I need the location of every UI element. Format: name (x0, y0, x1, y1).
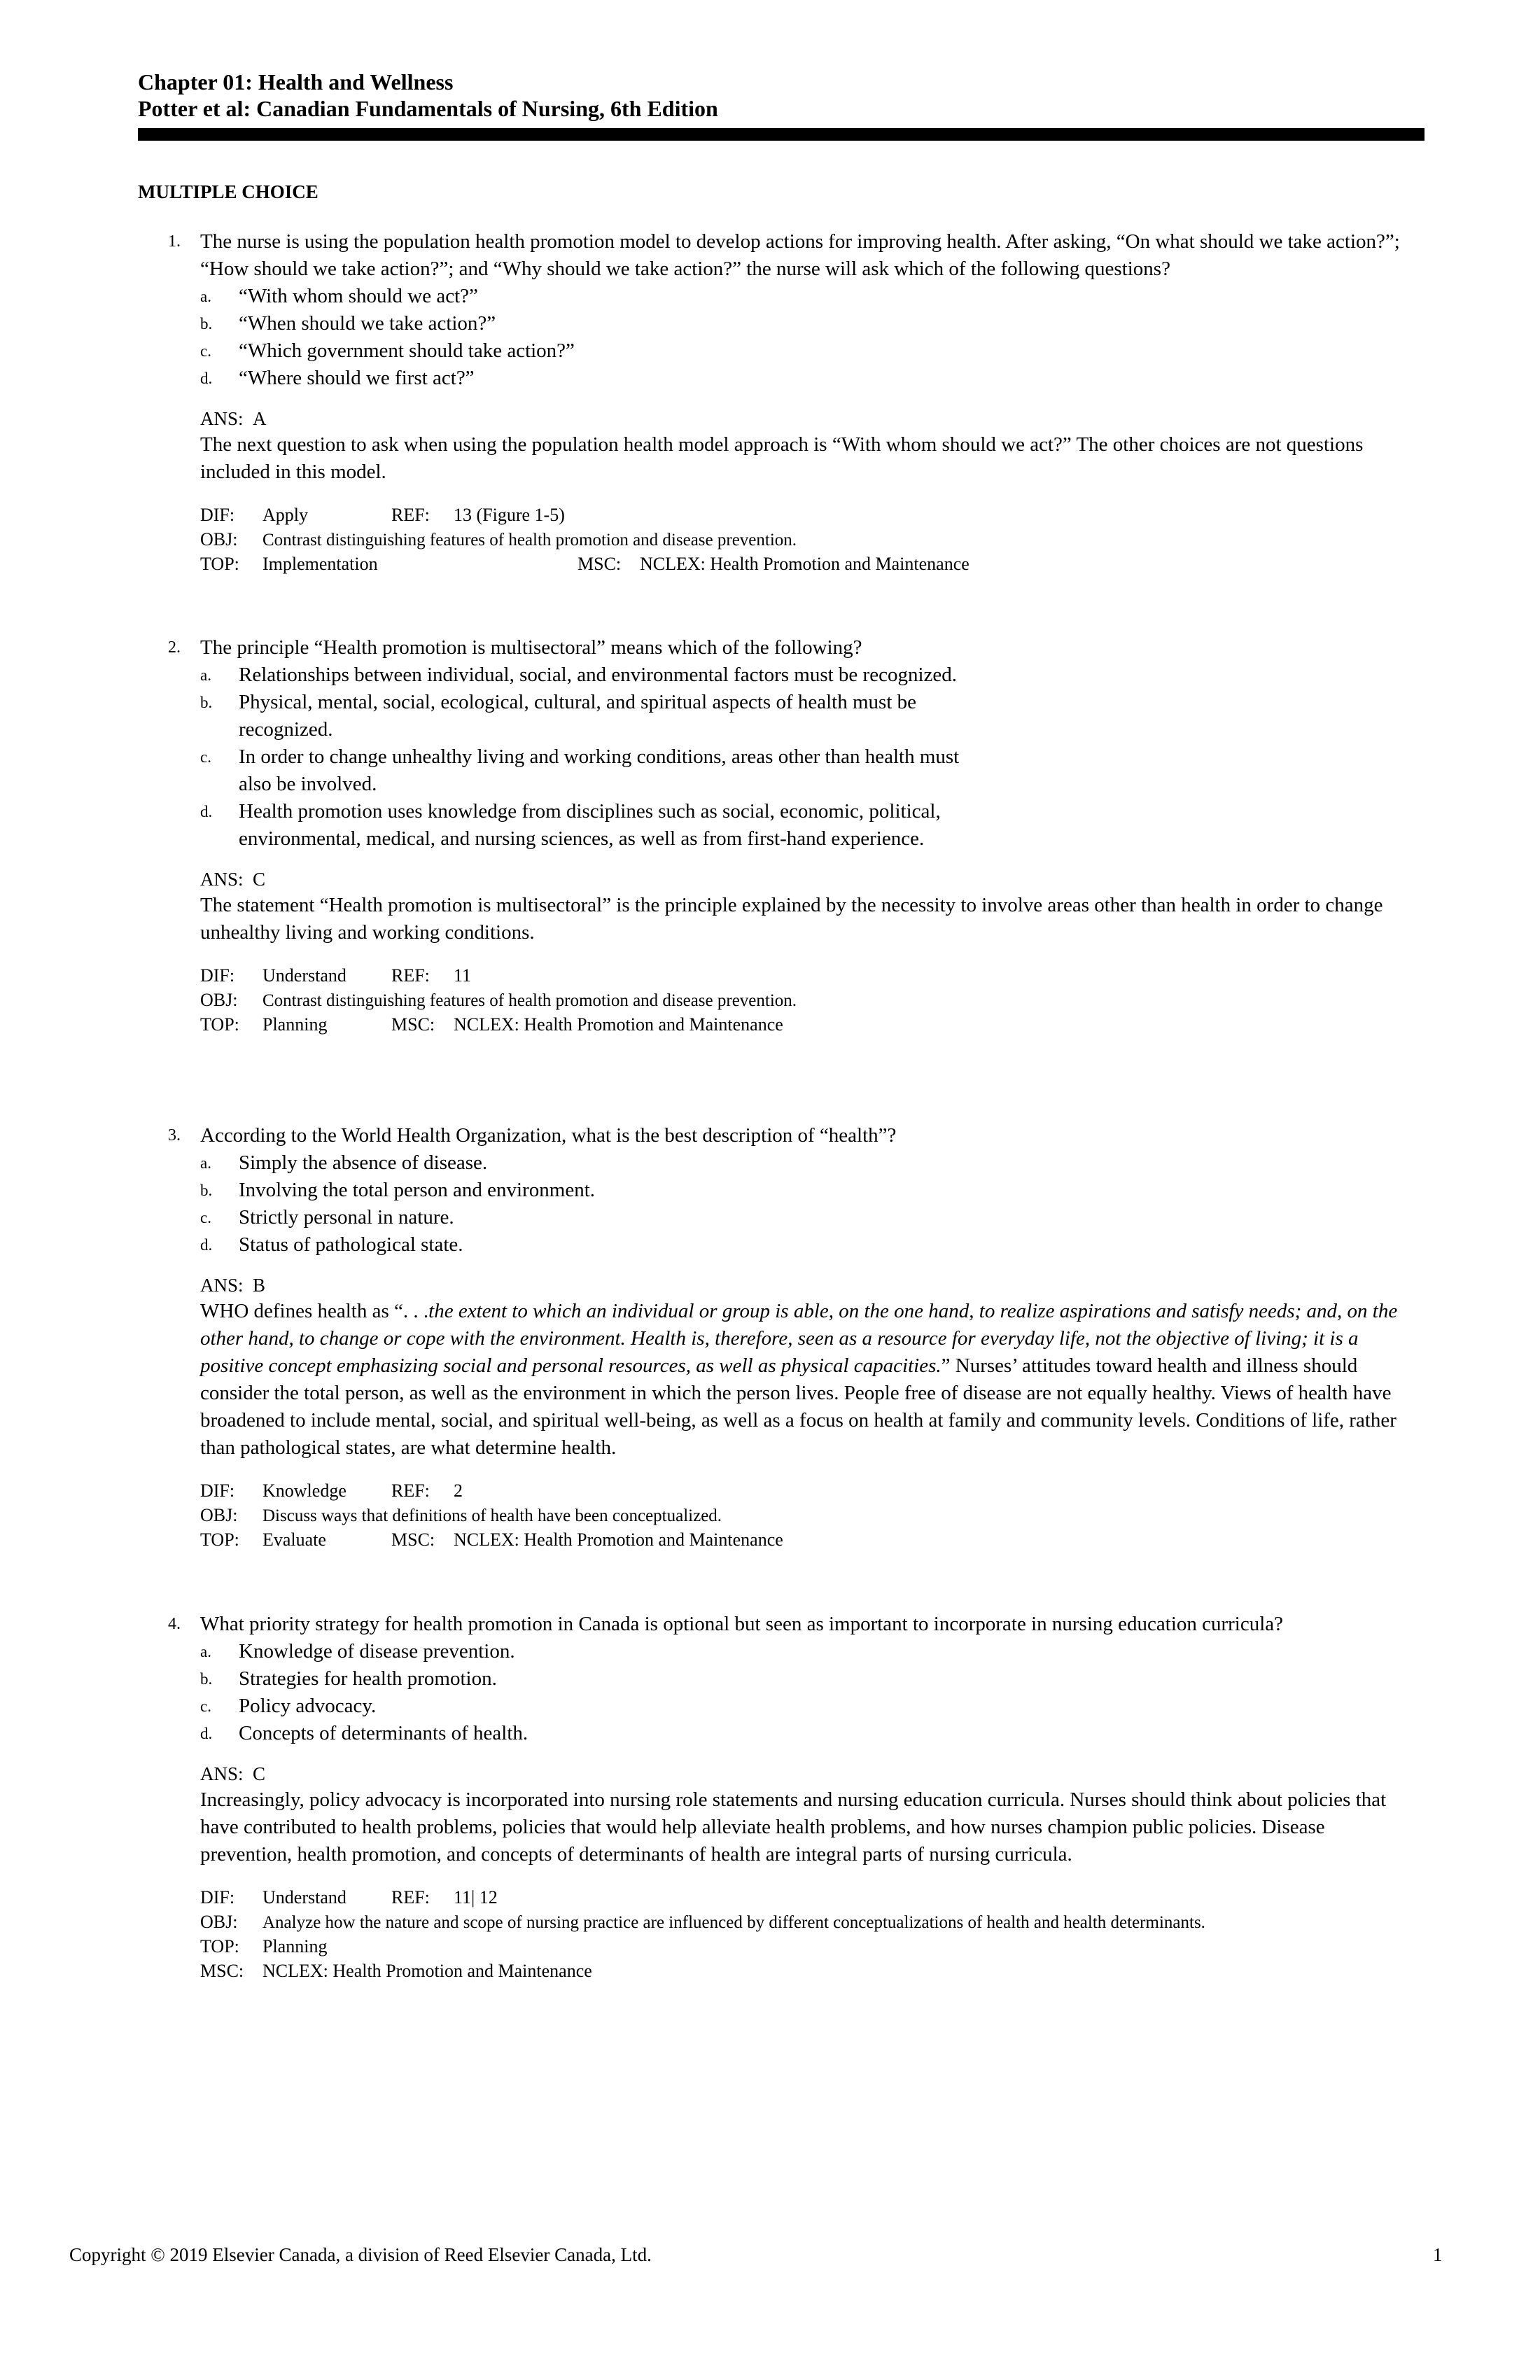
msc-value: NCLEX: Health Promotion and Maintenance (262, 1961, 592, 1981)
answer-line (200, 1761, 1426, 1786)
choice-letter: a. (200, 288, 211, 305)
choice-d[interactable] (200, 1720, 1426, 1747)
obj-value: Analyze how the nature and scope of nursing practice are influenced by different conceptualizations of health and health determinants. (262, 1913, 1205, 1932)
answer-value: B (253, 1275, 266, 1296)
book-title: Potter et al: Canadian Fundamentals of Nursing, 6th Edition (138, 96, 718, 121)
section-title: MULTIPLE CHOICE (138, 181, 318, 202)
choice-letter: c. (200, 1209, 211, 1226)
dif-value: Knowledge (262, 1480, 346, 1501)
metadata (200, 503, 1426, 576)
metadata (200, 1885, 1426, 1983)
choice-text: Involving the total person and environment. (239, 1179, 596, 1201)
choice-letter: c. (200, 748, 211, 766)
who-definition-quote: the extent to which an individual or group is able, on the one hand, to realize aspirations and satisfy needs; and, on the other hand, to change or cope with the environment. Health is, therefore, seen as a resource for everyday life, not the objective of living; it is a positive concept emphasizing social and personal resources, as well as physical capacities. (200, 1300, 1398, 1377)
top-label: TOP: (200, 1936, 239, 1956)
choice-list (138, 283, 1426, 392)
choice-c[interactable] (200, 1204, 1426, 1231)
choice-a[interactable] (200, 1638, 1426, 1665)
choice-d[interactable] (200, 1231, 1426, 1259)
footer-copyright: Copyright © 2019 Elsevier Canada, a division of Reed Elsevier Canada, Ltd. (69, 2244, 652, 2265)
dif-value: Apply (262, 505, 308, 525)
rationale-body: ” Nurses’ attitudes toward health and illness should consider the total person, as well as the environment in which the person lives. People free of disease are not equally healthy. Views of health have broadened to include mental, social, and spiritual well-being, as well as a focus on health at family and community levels. Conditions of life, rather than pathological states, are what determine health. (200, 1354, 1396, 1459)
choice-text: Simply the absence of disease. (239, 1152, 488, 1174)
msc-label: MSC: (578, 554, 622, 574)
msc-value: NCLEX: Health Promotion and Maintenance (640, 554, 969, 574)
answer-label: ANS: (200, 1275, 244, 1296)
ref-value: 13 (Figure 1-5) (454, 505, 565, 525)
obj-label: OBJ: (200, 1912, 238, 1932)
obj-label: OBJ: (200, 990, 238, 1010)
metadata (200, 1478, 1426, 1552)
msc-label: MSC: (391, 1014, 435, 1035)
choice-letter: a. (200, 666, 211, 684)
choice-c[interactable] (200, 1693, 1426, 1720)
question-stem: What priority strategy for health promotion in Canada is optional but seen as important to incorporate in nursing education curricula? (200, 1613, 1284, 1635)
choice-d[interactable] (200, 365, 1426, 392)
obj-value: Discuss ways that definitions of health have been conceptualized. (262, 1506, 722, 1525)
top-value: Evaluate (262, 1530, 326, 1550)
ref-value: 2 (454, 1480, 463, 1501)
obj-label: OBJ: (200, 529, 238, 550)
top-value: Planning (262, 1014, 328, 1035)
choice-text: “Which government should take action?” (239, 340, 575, 362)
top-value: Planning (262, 1936, 328, 1956)
dif-label: DIF: (200, 1480, 235, 1501)
dif-label: DIF: (200, 1887, 235, 1907)
question-number: 2. (168, 638, 181, 657)
choice-text: Concepts of determinants of health. (239, 1722, 528, 1744)
choice-letter: b. (200, 1670, 213, 1688)
answer-value: A (253, 408, 267, 429)
obj-value: Contrast distinguishing features of health promotion and disease prevention. (262, 991, 797, 1010)
answer-label: ANS: (200, 869, 244, 890)
choice-letter: d. (200, 370, 213, 387)
answer-value: C (253, 1763, 266, 1784)
dif-label: DIF: (200, 965, 235, 986)
choice-a[interactable] (200, 283, 1426, 310)
choice-letter: a. (200, 1154, 211, 1172)
ref-label: REF: (391, 505, 430, 525)
choice-d[interactable] (200, 798, 1426, 853)
answer-value: C (253, 869, 266, 890)
answer-line (200, 406, 1426, 431)
question-number: 4. (168, 1615, 181, 1633)
choice-text: Policy advocacy. (239, 1695, 377, 1717)
top-value: Implementation (262, 554, 378, 574)
choice-text: Knowledge of disease prevention. (239, 1640, 515, 1662)
question-number: 1. (168, 232, 181, 251)
choice-text: Status of pathological state. (239, 1233, 463, 1256)
choice-c[interactable] (200, 337, 1426, 365)
choice-text: “Where should we first act?” (239, 367, 475, 389)
choice-letter: d. (200, 1725, 213, 1742)
choice-letter: c. (200, 342, 211, 360)
answer-line (200, 1273, 1426, 1298)
answer-label: ANS: (200, 408, 244, 429)
choice-letter: b. (200, 694, 213, 711)
top-label: TOP: (200, 1530, 239, 1550)
obj-label: OBJ: (200, 1505, 238, 1525)
choice-text: “When should we take action?” (239, 312, 496, 335)
choice-b[interactable] (200, 1665, 1426, 1693)
choice-a[interactable] (200, 1149, 1426, 1177)
choice-text: “With whom should we act?” (239, 285, 478, 307)
question-stem: The nurse is using the population health promotion model to develop actions for improving health. After asking, “On what should we take action?”; “How should we take action?”; and “Why should we take action?” the nurse will ask which of the following questions? (200, 230, 1400, 280)
ref-label: REF: (391, 1887, 430, 1907)
question-1 (138, 228, 1426, 576)
choice-letter: b. (200, 1182, 213, 1199)
question-stem: According to the World Health Organization, what is the best description of “health”? (200, 1124, 897, 1147)
rationale (200, 1298, 1408, 1462)
choice-letter: b. (200, 315, 213, 332)
document-header (138, 69, 1426, 122)
choice-b[interactable] (200, 689, 1426, 743)
choice-letter: c. (200, 1698, 211, 1715)
top-label: TOP: (200, 554, 239, 574)
choice-text: Strategies for health promotion. (239, 1667, 497, 1690)
choice-list (138, 1638, 1426, 1747)
dif-value: Understand (262, 1887, 346, 1907)
msc-label: MSC: (200, 1961, 244, 1981)
question-3 (138, 1122, 1426, 1552)
metadata (200, 963, 1426, 1037)
obj-value: Contrast distinguishing features of health promotion and disease prevention. (262, 531, 797, 550)
header-rule (138, 128, 1424, 141)
question-stem: The principle “Health promotion is multisectoral” means which of the following? (200, 636, 862, 659)
choice-b[interactable] (200, 310, 1426, 337)
choice-text: In order to change unhealthy living and working conditions, areas other than health must also be involved. (239, 746, 960, 795)
rationale: The next question to ask when using the population health model approach is “With whom should we act?” The other choices are not questions included in this model. (200, 433, 1364, 483)
rationale: The statement “Health promotion is multisectoral” is the principle explained by the necessity to involve areas other than health in order to change unhealthy living and working conditions. (200, 894, 1383, 944)
choice-letter: a. (200, 1643, 211, 1660)
choice-text: Relationships between individual, social, and environmental factors must be recognized. (239, 664, 957, 686)
page-number: 1 (1433, 2244, 1443, 2265)
answer-line (200, 867, 1426, 892)
question-4 (138, 1611, 1426, 1983)
ref-value: 11| 12 (454, 1887, 498, 1907)
msc-value: NCLEX: Health Promotion and Maintenance (454, 1014, 783, 1035)
ref-label: REF: (391, 965, 430, 986)
ref-value: 11 (454, 965, 472, 986)
ref-label: REF: (391, 1480, 430, 1501)
choice-b[interactable] (200, 1177, 1426, 1204)
choice-a[interactable] (200, 662, 1426, 689)
choice-letter: d. (200, 803, 213, 820)
dif-value: Understand (262, 965, 346, 986)
rationale-intro: WHO defines health as “. . . (200, 1300, 429, 1322)
choice-text: Strictly personal in nature. (239, 1206, 454, 1228)
choice-text: Health promotion uses knowledge from disciplines such as social, economic, political, environmental, medical, and nursing sciences, as well as from first-hand experience. (239, 800, 941, 850)
msc-value: NCLEX: Health Promotion and Maintenance (454, 1530, 783, 1550)
choice-letter: d. (200, 1236, 213, 1254)
top-label: TOP: (200, 1014, 239, 1035)
choice-list (138, 1149, 1426, 1259)
choice-c[interactable] (200, 743, 1426, 798)
dif-label: DIF: (200, 505, 235, 525)
rationale: Increasingly, policy advocacy is incorporated into nursing role statements and nursing education curricula. Nurses should think about policies that have contributed to health problems, policies that would help alleviate health problems, and how nurses champion public policies. Disease prevention, health promotion, and concepts of determinants of health are integral parts of nursing curricula. (200, 1788, 1387, 1865)
question-number: 3. (168, 1126, 181, 1144)
question-2 (138, 634, 1426, 1037)
chapter-title: Chapter 01: Health and Wellness (138, 69, 454, 94)
choice-list (138, 662, 1426, 853)
msc-label: MSC: (391, 1530, 435, 1550)
answer-label: ANS: (200, 1763, 244, 1784)
choice-text: Physical, mental, social, ecological, cultural, and spiritual aspects of health must be recognized. (239, 691, 917, 741)
